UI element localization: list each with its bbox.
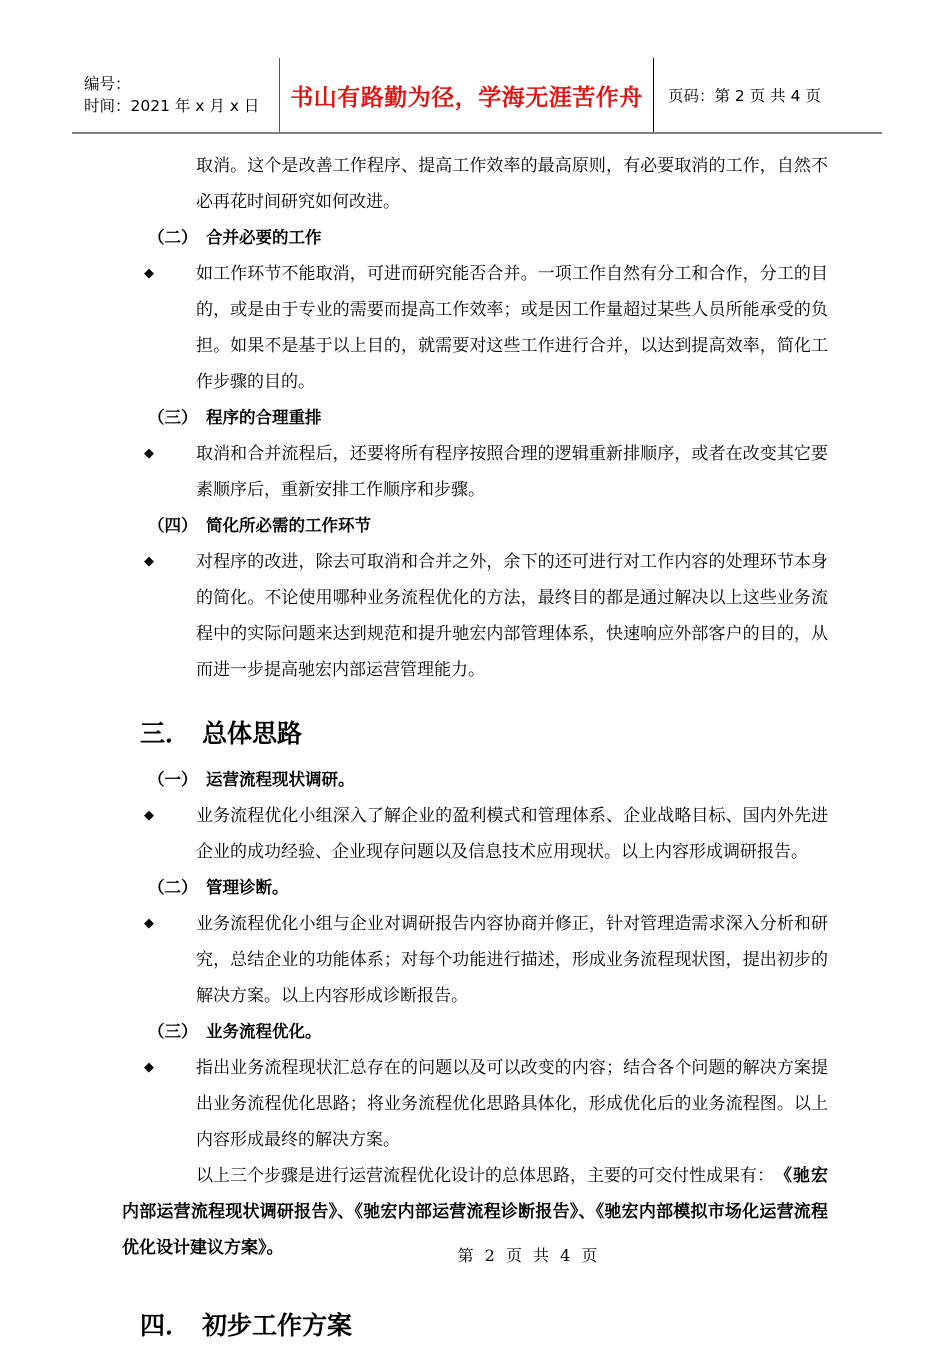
heading-item-2 — [148, 220, 828, 256]
heading-item-3-number: （三） — [148, 408, 198, 427]
header-date: 时间：2021 年 x 月 x 日 — [84, 97, 260, 115]
heading-s3-item-3 — [148, 1014, 828, 1050]
heading-s3-item-1-number: （一） — [148, 770, 198, 789]
document-body — [0, 148, 950, 1348]
section-heading-4-title: 初步工作方案 — [202, 1311, 353, 1340]
header-row — [72, 58, 882, 132]
spacer — [0, 1290, 950, 1304]
bullet-s3-item-1 — [144, 798, 828, 870]
heading-s3-item-3-title: 业务流程优化。 — [206, 1022, 322, 1041]
bullet-s3-item-2 — [144, 906, 828, 1014]
bullet-item-4 — [144, 544, 828, 688]
bullet-item-2-text: 如工作环节不能取消，可进而研究能否合并。一项工作自然有分工和合作，分工的目的，或是由于专业的需要而提高工作效率；或是因工作量超过某些人员所能承受的负担。如果不是基于以上目的，就需要对这些工作进行合并，以达到提高效率，简化工作步骤的目的。 — [196, 264, 828, 392]
bullet-s3-item-2-text: 业务流程优化小组与企业对调研报告内容协商并修正，针对管理造需求深入分析和研究，总结企业的功能体系；对每个功能进行描述，形成业务流程现状图，提出初步的解决方案。以上内容形成诊断报告。 — [196, 914, 828, 1006]
spacer — [0, 1266, 950, 1290]
bullet-s3-item-3 — [144, 1050, 828, 1158]
heading-item-4-number: （四） — [148, 516, 198, 535]
diamond-bullet-icon: ◆ — [144, 554, 154, 569]
heading-s3-item-2-title: 管理诊断。 — [206, 878, 289, 897]
section-heading-3-title: 总体思路 — [202, 719, 303, 748]
heading-item-2-title: 合并必要的工作 — [206, 228, 322, 247]
page-footer — [0, 1243, 950, 1266]
heading-s3-item-2-number: （二） — [148, 878, 198, 897]
heading-s3-item-1 — [148, 762, 828, 798]
header-page-number: 页码：第 2 页 共 4 页 — [668, 87, 821, 105]
bullet-s3-item-3-text: 指出业务流程现状汇总存在的问题以及可以改变的内容；结合各个问题的解决方案提出业务流程优化思路；将业务流程优化思路具体化，形成优化后的业务流程图。以上内容形成最终的解决方案。 — [196, 1058, 828, 1150]
page-header-table — [72, 58, 882, 134]
heading-item-4 — [148, 508, 828, 544]
diamond-bullet-icon: ◆ — [144, 266, 154, 281]
bullet-item-4-text: 对程序的改进，除去可取消和合并之外，余下的还可进行对工作内容的处理环节本身的简化。不论使用哪种业务流程优化的方法，最终目的都是通过解决以上这些业务流程中的实际问题来达到规范和提升驰宏内部管理体系，快速响应外部客户的目的，从而进一步提高驰宏内部运营管理能力。 — [196, 552, 828, 680]
diamond-bullet-icon: ◆ — [144, 808, 154, 823]
bullet-item-3 — [144, 436, 828, 508]
bullet-s3-item-1-text: 业务流程优化小组深入了解企业的盈利模式和管理体系、企业战略目标、国内外先进企业的成功经验、企业现存问题以及信息技术应用现状。以上内容形成调研报告。 — [196, 806, 828, 862]
paragraph-continued: 取消。这个是改善工作程序、提高工作效率的最高原则，有必要取消的工作，自然不必再花时间研究如何改进。 — [196, 156, 828, 212]
section-heading-3 — [140, 712, 950, 756]
spacer — [0, 688, 950, 712]
heading-item-4-title: 简化所必需的工作环节 — [206, 516, 371, 535]
heading-item-2-number: （二） — [148, 228, 198, 247]
section-heading-4-number: 四． — [140, 1311, 191, 1340]
header-cell-slogan — [280, 58, 654, 132]
heading-s3-item-2 — [148, 870, 828, 906]
heading-item-3 — [148, 400, 828, 436]
footer-page-number: 第 2 页 共 4 页 — [457, 1246, 601, 1265]
heading-s3-item-1-title: 运营流程现状调研。 — [206, 770, 355, 789]
header-serial-number: 编号： — [84, 75, 131, 93]
diamond-bullet-icon: ◆ — [144, 916, 154, 931]
heading-s3-item-3-number: （三） — [148, 1022, 198, 1041]
closing-paragraph-lead: 以上三个步骤是进行运营流程优化设计的总体思路，主要的可交付性成果有： — [196, 1166, 774, 1186]
bullet-item-3-text: 取消和合并流程后，还要将所有程序按照合理的逻辑重新排顺序，或者在改变其它要素顺序后，重新安排工作顺序和步骤。 — [196, 444, 828, 500]
header-cell-meta — [72, 58, 280, 132]
header-slogan: 书山有路勤为径，学海无涯苦作舟 — [290, 83, 643, 111]
section-heading-4 — [140, 1304, 950, 1348]
bullet-item-2 — [144, 256, 828, 400]
closing-paragraph-deliverables: 《驰宏内部运营流程现状调研报告》、《驰宏内部运营流程诊断报告》、《驰宏内部模拟市场化运营流程优化设计建议方案》。 — [122, 1166, 828, 1258]
header-cell-pagination — [654, 58, 882, 132]
heading-item-3-title: 程序的合理重排 — [206, 408, 322, 427]
section-heading-3-number: 三． — [140, 719, 191, 748]
diamond-bullet-icon: ◆ — [144, 1060, 154, 1075]
diamond-bullet-icon: ◆ — [144, 446, 154, 461]
